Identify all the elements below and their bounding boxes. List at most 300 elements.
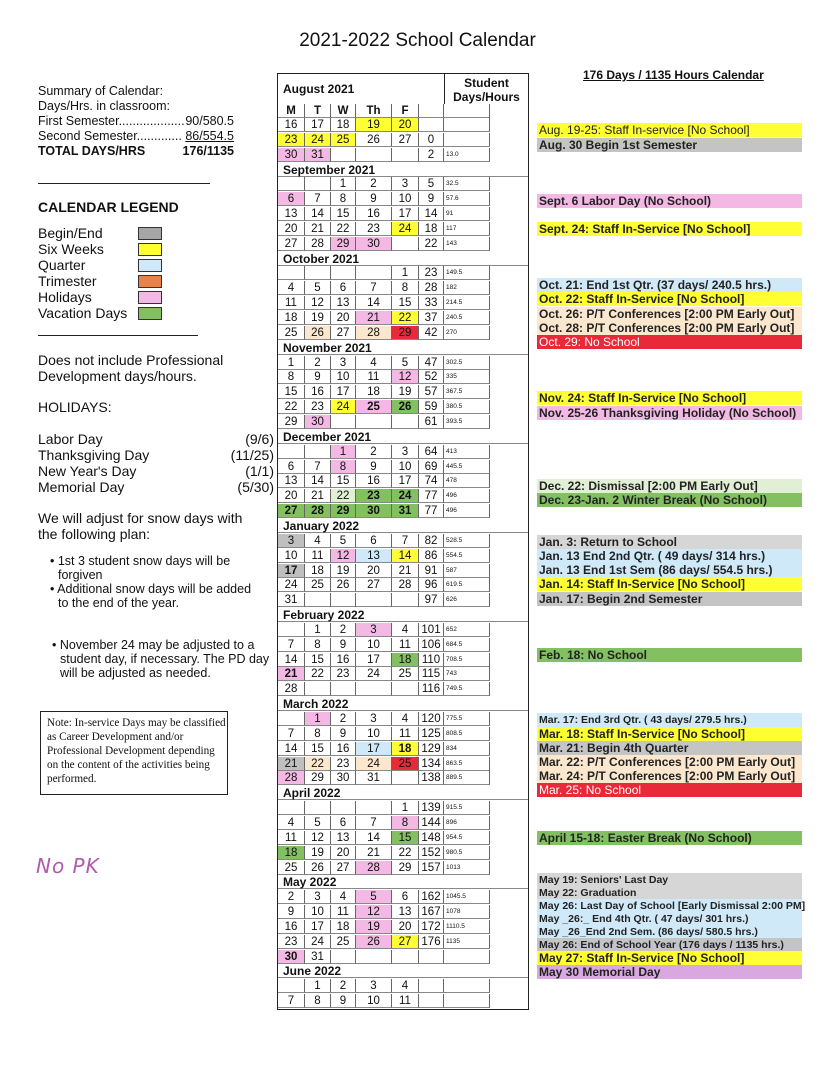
day-cell: 18 — [331, 920, 356, 934]
day-cell: 22 — [305, 667, 331, 681]
day-cell: 2 — [305, 356, 331, 370]
day-cell: 3 — [356, 623, 392, 637]
day-cell: 25 — [305, 578, 331, 592]
day-cell: 13 — [392, 905, 419, 919]
weekday-label: Th — [356, 104, 392, 118]
student-days-cell: 138 — [419, 771, 444, 785]
student-days-cell: 129 — [419, 742, 444, 756]
calendar-row — [278, 742, 528, 756]
event-note: May 26: Last Day of School [Early Dismissal 2:00 PM] — [539, 900, 806, 912]
calendar-row — [278, 192, 528, 206]
legend-swatch — [138, 291, 162, 304]
holiday-date: (9/6) — [245, 431, 274, 447]
first-semester-row — [38, 114, 234, 129]
day-cell — [278, 177, 305, 191]
day-cell: 14 — [305, 207, 331, 221]
student-days-cell — [419, 118, 444, 132]
day-cell: 20 — [356, 564, 392, 578]
legend-swatch — [138, 243, 162, 256]
day-cell: 16 — [278, 920, 305, 934]
day-cell: 26 — [331, 578, 356, 592]
month-header: February 2022 — [278, 608, 528, 622]
day-cell: 28 — [356, 326, 392, 340]
day-cell — [392, 682, 419, 696]
day-cell — [331, 801, 356, 815]
student-days-cell — [419, 950, 444, 964]
day-cell: 5 — [331, 534, 356, 548]
student-hours-cell: 380.5 — [444, 400, 490, 414]
month-header: April 2022 — [278, 786, 528, 800]
legend-label: Begin/End — [38, 225, 103, 241]
day-cell — [331, 148, 356, 162]
calendar-row — [278, 266, 528, 280]
day-cell: 9 — [278, 905, 305, 919]
day-cell: 27 — [278, 237, 305, 251]
day-cell: 7 — [305, 192, 331, 206]
day-cell: 11 — [356, 370, 392, 384]
day-cell: 10 — [278, 549, 305, 563]
student-days-cell: 101 — [419, 623, 444, 637]
calendar-row — [278, 623, 528, 637]
calendar-row — [278, 222, 528, 236]
calendar-row — [278, 757, 528, 771]
calendar-row — [278, 667, 528, 681]
day-cell: 18 — [305, 564, 331, 578]
student-days-cell: 96 — [419, 578, 444, 592]
day-cell: 7 — [356, 816, 392, 830]
calendar-row — [278, 385, 528, 399]
day-cell: 23 — [278, 133, 305, 147]
blank-cell — [444, 104, 490, 118]
weekday-label: W — [331, 104, 356, 118]
day-cell: 14 — [392, 549, 419, 563]
day-cell: 4 — [356, 356, 392, 370]
holiday-row — [38, 431, 274, 447]
day-cell: 5 — [356, 890, 392, 904]
day-cell: 13 — [331, 831, 356, 845]
day-cell — [356, 266, 392, 280]
day-cell: 18 — [392, 653, 419, 667]
day-cell: 2 — [331, 623, 356, 637]
day-cell: 31 — [278, 593, 305, 607]
page-title: 2021-2022 School Calendar — [299, 30, 536, 51]
calendar-row — [278, 682, 528, 696]
student-days-cell: 47 — [419, 356, 444, 370]
day-cell: 17 — [331, 385, 356, 399]
day-cell: 17 — [305, 118, 331, 132]
day-cell: 24 — [278, 578, 305, 592]
first-semester-value: 90/580.5 — [185, 114, 234, 128]
day-cell: 19 — [356, 118, 392, 132]
event-note: Aug. 30 Begin 1st Semester — [537, 138, 802, 152]
calendar-row — [278, 905, 528, 919]
student-hours-cell: 749.5 — [444, 682, 490, 696]
day-cell: 18 — [278, 846, 305, 860]
student-days-cell: 176 — [419, 935, 444, 949]
legend-swatch — [138, 307, 162, 320]
student-hours-cell: 496 — [444, 489, 490, 503]
day-cell: 2 — [278, 890, 305, 904]
day-cell: 6 — [278, 460, 305, 474]
student-days-cell: 152 — [419, 846, 444, 860]
day-cell: 28 — [305, 237, 331, 251]
calendar-row — [278, 564, 528, 578]
student-hours-cell: 808.5 — [444, 727, 490, 741]
day-cell: 19 — [331, 564, 356, 578]
student-hours-cell — [444, 979, 490, 993]
student-hours-cell — [444, 118, 490, 132]
day-cell: 22 — [278, 400, 305, 414]
day-cell: 27 — [331, 326, 356, 340]
day-cell: 1 — [392, 266, 419, 280]
day-cell: 22 — [392, 311, 419, 325]
day-cell: 1 — [392, 801, 419, 815]
student-hours-cell: 554.5 — [444, 549, 490, 563]
day-cell: 10 — [305, 905, 331, 919]
student-days-cell: 148 — [419, 831, 444, 845]
first-semester-label: First Semester................... — [38, 114, 185, 128]
student-hours-cell: 393.5 — [444, 415, 490, 429]
calendar-row — [278, 979, 528, 993]
student-hours-cell: 1013 — [444, 861, 490, 875]
day-cell: 9 — [356, 192, 392, 206]
day-cell: 12 — [331, 549, 356, 563]
day-cell: 21 — [356, 311, 392, 325]
student-days-cell: 86 — [419, 549, 444, 563]
day-cell: 17 — [356, 742, 392, 756]
legend — [38, 225, 268, 321]
month-header: December 2021 — [278, 430, 528, 444]
day-cell: 16 — [356, 474, 392, 488]
event-note: Mar. 21: Begin 4th Quarter — [537, 741, 802, 755]
student-hours-cell: 1045.5 — [444, 890, 490, 904]
calendar-row — [278, 148, 528, 162]
student-days-cell: 110 — [419, 653, 444, 667]
day-cell — [392, 593, 419, 607]
student-hours-cell: 1078 — [444, 905, 490, 919]
legend-swatch — [138, 259, 162, 272]
day-cell: 31 — [305, 148, 331, 162]
student-days-cell: 18 — [419, 222, 444, 236]
calendar-row — [278, 489, 528, 503]
student-hours-cell: 13.0 — [444, 148, 490, 162]
day-cell: 8 — [278, 370, 305, 384]
day-cell: 11 — [305, 549, 331, 563]
day-cell: 29 — [305, 771, 331, 785]
day-cell: 23 — [331, 757, 356, 771]
month-header: June 2022 — [278, 964, 528, 978]
note-box: Note: In-service Days may be classified as Career Development and/or Professional Development depending on the content of the activities being performed. — [40, 711, 228, 795]
day-cell: 31 — [356, 771, 392, 785]
day-cell: 11 — [392, 994, 419, 1008]
day-cell: 17 — [356, 653, 392, 667]
day-cell: 1 — [331, 445, 356, 459]
student-hours-cell: 367.5 — [444, 385, 490, 399]
month-header: March 2022 — [278, 697, 528, 711]
calendar-row — [278, 831, 528, 845]
student-hours-cell: 896 — [444, 816, 490, 830]
day-cell: 30 — [305, 415, 331, 429]
day-cell: 7 — [356, 281, 392, 295]
student-hours-cell: 587 — [444, 564, 490, 578]
student-hours-cell: 57.6 — [444, 192, 490, 206]
day-cell: 1 — [305, 979, 331, 993]
student-days-cell: 69 — [419, 460, 444, 474]
weekday-row — [278, 104, 528, 118]
day-cell: 6 — [392, 890, 419, 904]
day-cell: 21 — [356, 846, 392, 860]
day-cell: 24 — [356, 667, 392, 681]
holiday-row — [38, 479, 274, 495]
event-note: Jan. 17: Begin 2nd Semester — [537, 592, 802, 606]
day-cell: 9 — [331, 727, 356, 741]
calendar-total-title: 176 Days / 1135 Hours Calendar — [583, 68, 764, 82]
day-cell: 12 — [305, 831, 331, 845]
calendar-row — [278, 549, 528, 563]
day-cell — [331, 266, 356, 280]
day-cell: 15 — [278, 385, 305, 399]
legend-item — [38, 225, 162, 241]
student-days-cell: 139 — [419, 801, 444, 815]
day-cell: 9 — [331, 994, 356, 1008]
calendar-row — [278, 950, 528, 964]
day-cell: 29 — [331, 237, 356, 251]
calendar-row — [278, 935, 528, 949]
day-cell: 8 — [305, 638, 331, 652]
day-cell: 20 — [331, 846, 356, 860]
event-note: May 26: End of School Year (176 days / 1135 hrs.) — [537, 938, 802, 952]
day-cell: 8 — [305, 727, 331, 741]
day-cell: 27 — [392, 133, 419, 147]
student-hours-cell: 335 — [444, 370, 490, 384]
legend-title: CALENDAR LEGEND — [38, 199, 179, 215]
second-semester-value: 86/554.5 — [185, 129, 234, 143]
day-cell — [278, 266, 305, 280]
event-note: Nov. 25-26 Thanksgiving Holiday (No School) — [537, 406, 802, 420]
day-cell: 16 — [305, 385, 331, 399]
day-cell: 21 — [305, 222, 331, 236]
day-cell: 11 — [278, 296, 305, 310]
student-hours-cell: 889.5 — [444, 771, 490, 785]
day-cell: 27 — [278, 504, 305, 518]
day-cell: 19 — [392, 385, 419, 399]
day-cell: 9 — [331, 638, 356, 652]
student-days-cell: 23 — [419, 266, 444, 280]
day-cell — [305, 801, 331, 815]
day-cell: 26 — [305, 861, 331, 875]
student-hours-cell: 626 — [444, 593, 490, 607]
calendar-row — [278, 771, 528, 785]
divider — [38, 183, 210, 184]
day-cell: 31 — [392, 504, 419, 518]
day-cell: 21 — [278, 757, 305, 771]
day-cell: 14 — [356, 831, 392, 845]
day-cell: 28 — [278, 682, 305, 696]
event-note: Feb. 18: No School — [537, 648, 802, 662]
event-note: Oct. 22: Staff In-Service [No School] — [537, 292, 802, 306]
student-days-cell: 61 — [419, 415, 444, 429]
day-cell: 4 — [392, 712, 419, 726]
student-days-cell: 0 — [419, 133, 444, 147]
day-cell — [305, 593, 331, 607]
day-cell: 25 — [356, 400, 392, 414]
day-cell: 26 — [356, 935, 392, 949]
total-label: TOTAL DAYS/HRS — [38, 144, 146, 158]
day-cell — [356, 801, 392, 815]
day-cell: 10 — [356, 727, 392, 741]
day-cell: 26 — [305, 326, 331, 340]
legend-label: Holidays — [38, 289, 92, 305]
day-cell: 7 — [392, 534, 419, 548]
weekday-label: F — [392, 104, 419, 118]
day-cell: 30 — [278, 148, 305, 162]
student-hours-cell: 91 — [444, 207, 490, 221]
day-cell: 30 — [278, 950, 305, 964]
calendar-row — [278, 727, 528, 741]
student-hours-cell: 214.5 — [444, 296, 490, 310]
day-cell — [331, 593, 356, 607]
calendar-row — [278, 460, 528, 474]
calendar-row — [278, 133, 528, 147]
day-cell: 23 — [305, 400, 331, 414]
legend-item — [38, 305, 162, 321]
student-days-cell: 134 — [419, 757, 444, 771]
month-header: September 2021 — [278, 163, 528, 177]
day-cell: 13 — [356, 549, 392, 563]
holiday-date: (5/30) — [237, 479, 274, 495]
day-cell: 15 — [331, 474, 356, 488]
calendar-row — [278, 118, 528, 132]
snow-bullet-1: • 1st 3 student snow days will be forgiven — [50, 554, 231, 582]
student-hours-cell: 863.5 — [444, 757, 490, 771]
day-cell: 20 — [278, 222, 305, 236]
day-cell: 17 — [305, 920, 331, 934]
day-cell — [278, 979, 305, 993]
second-semester-label: Second Semester............. — [38, 129, 182, 143]
day-cell: 24 — [392, 222, 419, 236]
day-cell: 7 — [305, 460, 331, 474]
month-header: August 2021 — [283, 82, 355, 96]
day-cell: 1 — [331, 177, 356, 191]
day-cell: 20 — [392, 118, 419, 132]
student-hours-cell: 834 — [444, 742, 490, 756]
day-cell: 7 — [278, 727, 305, 741]
event-note: May _26:_ End 4th Qtr. ( 47 days/ 301 hrs.) — [537, 912, 802, 926]
calendar-row — [278, 237, 528, 251]
day-cell: 4 — [392, 979, 419, 993]
student-days-cell: 162 — [419, 890, 444, 904]
day-cell: 17 — [392, 474, 419, 488]
day-cell: 12 — [356, 905, 392, 919]
day-cell: 3 — [392, 177, 419, 191]
day-cell: 8 — [305, 994, 331, 1008]
event-note: Jan. 13 End 1st Sem (86 days/ 554.5 hrs.) — [537, 563, 802, 577]
day-cell — [278, 801, 305, 815]
day-cell: 2 — [331, 712, 356, 726]
day-cell — [356, 950, 392, 964]
student-hours-cell: 915.5 — [444, 801, 490, 815]
blank-cell — [419, 104, 444, 118]
legend-item — [38, 273, 162, 289]
calendar-table — [277, 73, 529, 1010]
student-days-cell: 106 — [419, 638, 444, 652]
event-note: Dec. 22: Dismissal [2:00 PM Early Out] — [537, 479, 802, 493]
day-cell: 27 — [331, 861, 356, 875]
day-cell: 6 — [278, 192, 305, 206]
day-cell: 7 — [278, 638, 305, 652]
day-cell: 29 — [278, 415, 305, 429]
day-cell: 6 — [356, 534, 392, 548]
student-days-cell: 82 — [419, 534, 444, 548]
student-hours-cell: 478 — [444, 474, 490, 488]
student-hours-cell: 445.5 — [444, 460, 490, 474]
day-cell: 10 — [392, 460, 419, 474]
divider — [38, 335, 198, 336]
day-cell: 28 — [392, 578, 419, 592]
calendar-row — [278, 356, 528, 370]
day-cell: 25 — [278, 861, 305, 875]
student-days-cell: 59 — [419, 400, 444, 414]
calendar-row — [278, 816, 528, 830]
student-days-cell: 57 — [419, 385, 444, 399]
calendar-row — [278, 504, 528, 518]
event-note: May 30 Memorial Day — [537, 965, 802, 979]
day-cell: 9 — [356, 460, 392, 474]
student-hours-cell — [444, 994, 490, 1008]
student-days-cell: 115 — [419, 667, 444, 681]
day-cell: 17 — [392, 207, 419, 221]
student-hours-cell: 619.5 — [444, 578, 490, 592]
day-cell: 2 — [356, 177, 392, 191]
student-hours-cell: 980.5 — [444, 846, 490, 860]
day-cell: 10 — [356, 638, 392, 652]
legend-item — [38, 241, 162, 257]
event-note: Mar. 17: End 3rd Qtr. ( 43 days/ 279.5 hrs.) — [537, 713, 802, 727]
day-cell: 21 — [278, 667, 305, 681]
day-cell: 15 — [392, 831, 419, 845]
event-note: May 19: Seniors' Last Day — [537, 873, 802, 887]
day-cell — [305, 266, 331, 280]
day-cell: 22 — [392, 846, 419, 860]
legend-swatch — [138, 275, 162, 288]
snow-intro: We will adjust for snow days with the following plan: — [38, 510, 243, 542]
day-cell: 25 — [392, 757, 419, 771]
event-note: Jan. 3: Return to School — [537, 535, 802, 549]
day-cell: 3 — [356, 712, 392, 726]
day-cell: 10 — [331, 370, 356, 384]
calendar-row — [278, 296, 528, 310]
student-days-header: Student Days/Hours — [444, 74, 528, 104]
day-cell: 3 — [392, 445, 419, 459]
student-days-cell: 97 — [419, 593, 444, 607]
day-cell: 11 — [392, 727, 419, 741]
calendar-row — [278, 177, 528, 191]
calendar-row — [278, 370, 528, 384]
student-hours-cell: 270 — [444, 326, 490, 340]
calendar-row — [278, 994, 528, 1008]
student-hours-cell — [444, 133, 490, 147]
day-cell: 4 — [278, 816, 305, 830]
student-hours-cell: 302.5 — [444, 356, 490, 370]
day-cell: 13 — [278, 474, 305, 488]
day-cell: 11 — [331, 905, 356, 919]
day-cell — [305, 445, 331, 459]
student-hours-cell: 496 — [444, 504, 490, 518]
legend-label: Quarter — [38, 257, 86, 273]
day-cell: 8 — [392, 816, 419, 830]
day-cell: 24 — [331, 400, 356, 414]
day-cell: 24 — [356, 757, 392, 771]
